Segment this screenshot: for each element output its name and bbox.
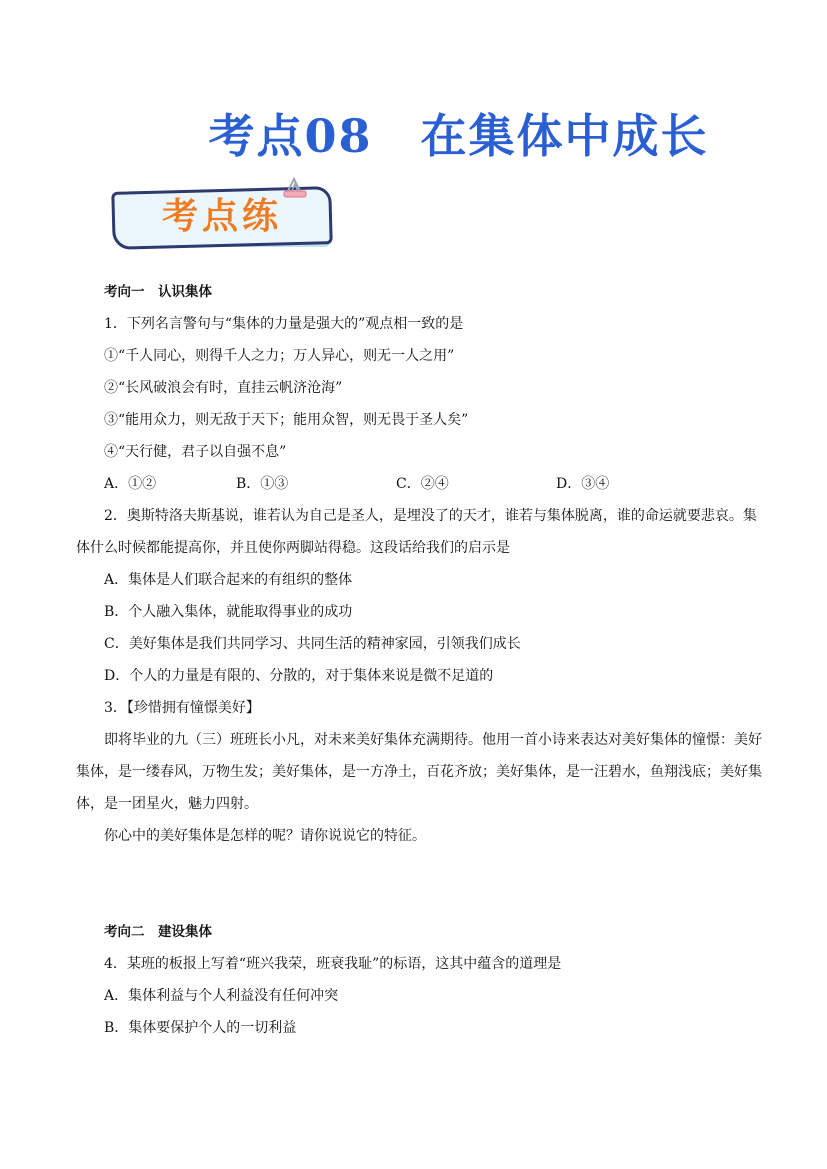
option-b: B．①③ bbox=[236, 476, 289, 492]
answer-space bbox=[104, 852, 764, 916]
question-3-paragraph: 即将毕业的九（三）班班长小凡，对未来美好集体充满期待。他用一首小诗来表达对美好集体的憧憬：美好集体，是一缕春风，万物生发；美好集体，是一方净土，百花齐放；美好集体，是一汪碧水，鱼翔浅底；美好集体，是一团星火，魅力四射。 bbox=[76, 732, 762, 812]
question-2-stem: 2．奥斯特洛夫斯基说，谁若认为自己是圣人，是埋没了的天才，谁若与集体脱离，谁的命运就要悲哀。集体什么时候都能提高你，并且使你两脚站得稳。这段话给我们的启示是 bbox=[76, 508, 757, 556]
question-1-item: ②“长风破浪会有时，直挂云帆济沧海” bbox=[104, 380, 343, 396]
option-a: A．①② bbox=[104, 476, 157, 492]
option-d: D．③④ bbox=[556, 476, 610, 492]
question-1-stem: 1．下列名言警句与“集体的力量是强大的”观点相一致的是 bbox=[104, 316, 464, 332]
question-2-option-a: A．集体是人们联合起来的有组织的整体 bbox=[104, 572, 353, 588]
question-1-options bbox=[104, 468, 764, 500]
question-4-stem: 4．某班的板报上写着“班兴我荣，班衰我耻”的标语，这其中蕴含的道理是 bbox=[104, 956, 562, 972]
question-2-option-c: C．美好集体是我们共同学习、共同生活的精神家园，引领我们成长 bbox=[104, 636, 521, 652]
question-2-option-d: D．个人的力量是有限的、分散的，对于集体来说是微不足道的 bbox=[104, 668, 494, 684]
question-3-prompt: 你心中的美好集体是怎样的呢？请你说说它的特征。 bbox=[104, 828, 426, 844]
option-c: C．②④ bbox=[396, 476, 449, 492]
question-1-item: ③“能用众力，则无敌于天下；能用众智，则无畏于圣人矣” bbox=[104, 412, 469, 428]
question-1-item: ①“千人同心，则得千人之力；万人异心，则无一人之用” bbox=[104, 348, 455, 364]
question-4-option-a: A．集体利益与个人利益没有任何冲突 bbox=[104, 988, 339, 1004]
banner-label: 考点练 bbox=[161, 196, 282, 237]
section-heading-1: 考向一 认识集体 bbox=[104, 284, 212, 300]
section-heading-2: 考向二 建设集体 bbox=[104, 924, 212, 940]
question-1-item: ④“天行健，君子以自强不息” bbox=[104, 444, 287, 460]
question-3-stem: 3．【珍惜拥有憧憬美好】 bbox=[104, 700, 260, 716]
section-banner bbox=[104, 175, 332, 249]
paperclip-icon bbox=[282, 175, 308, 199]
page-title: 考点08 在集体中成长 bbox=[208, 109, 709, 163]
document-body bbox=[76, 276, 764, 1044]
question-2-option-b: B．个人融入集体，就能取得事业的成功 bbox=[104, 604, 353, 620]
question-4-option-b: B．集体要保护个人的一切利益 bbox=[104, 1020, 297, 1036]
